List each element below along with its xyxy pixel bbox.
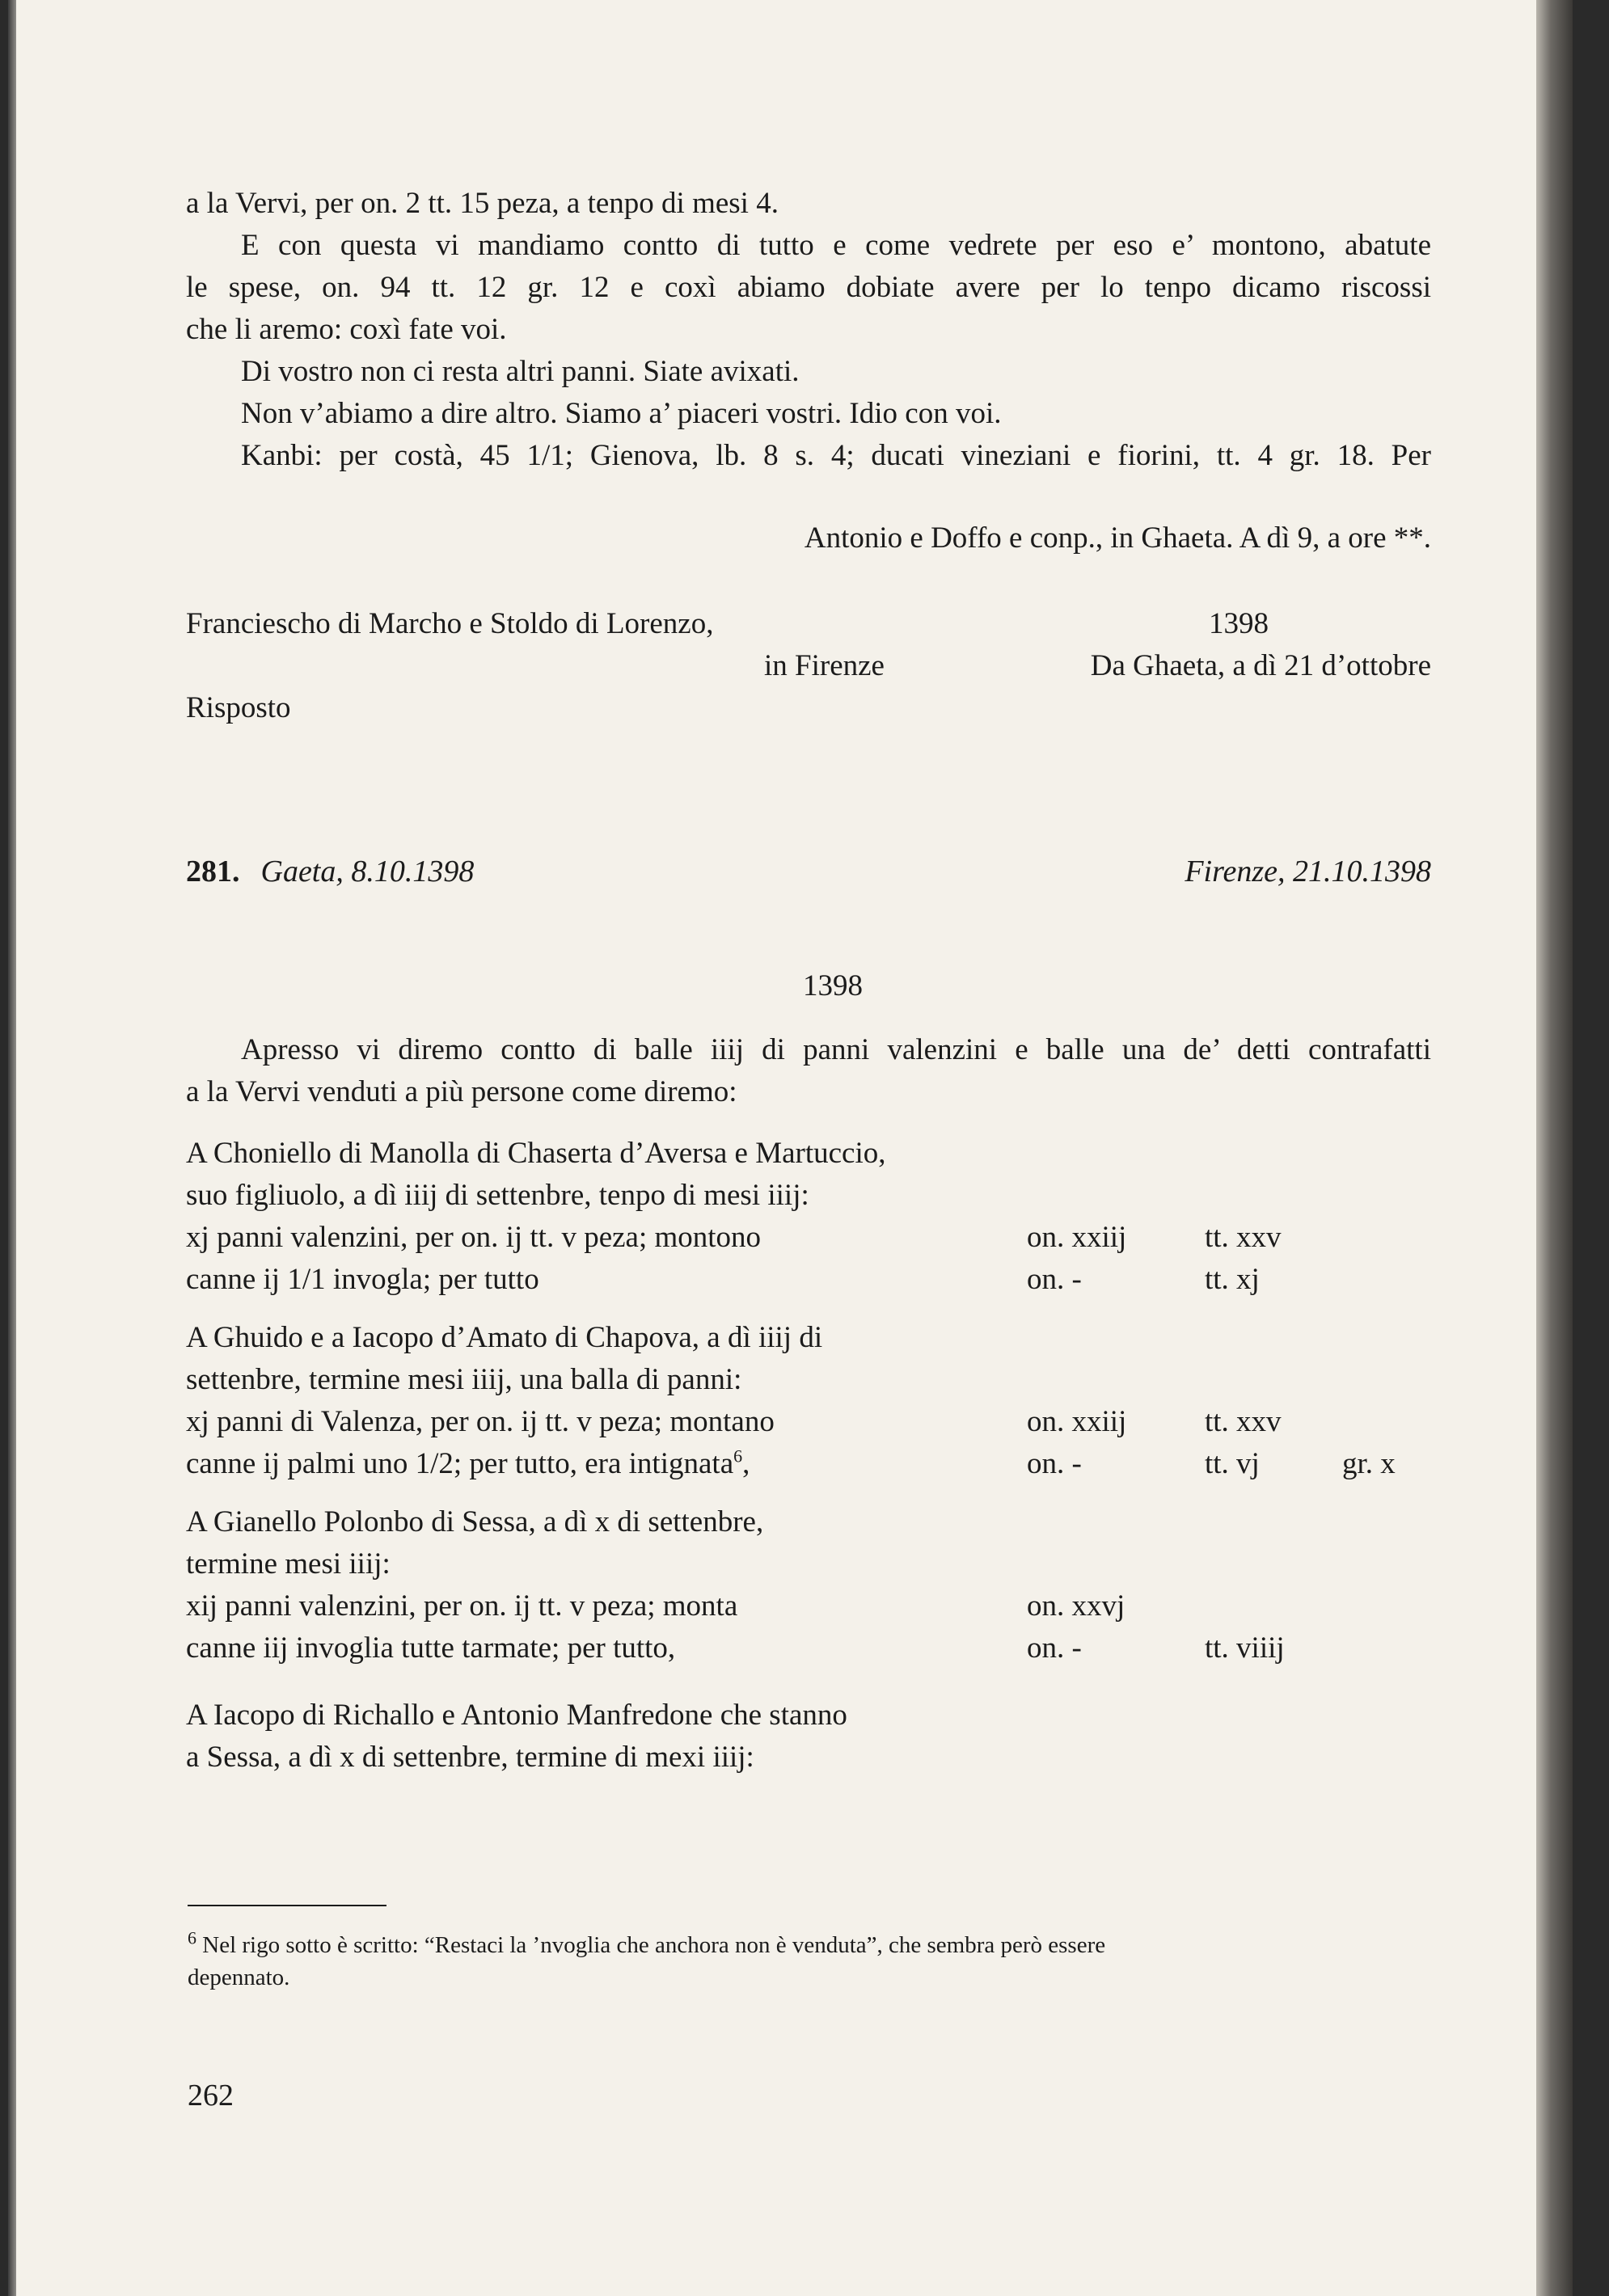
entry-once: on. xxiij: [1027, 1405, 1127, 1438]
reply-note: Risposto: [186, 691, 291, 724]
entry-desc: xj panni valenzini, per on. ij tt. v peza; montono: [186, 1221, 762, 1254]
account-entry: [186, 1501, 1431, 1669]
entry-tari: tt. xxv: [1205, 1221, 1282, 1254]
letter-281-intro: [186, 1029, 1431, 1113]
address-row-1: [186, 603, 1431, 645]
entry-tari: [1205, 1585, 1342, 1627]
body-line: che li aremo: coxì fate voi.: [186, 313, 507, 346]
footnote-text: Nel rigo sotto è scritto: “Restaci la ’nvoglia che anchora non è venduta”, che sembra però essere: [196, 1932, 1106, 1958]
entry-head-line: settenbre, termine mesi iiij, una balla di panni:: [186, 1363, 742, 1396]
signature-line: Antonio e Doffo e conp., in Ghaeta. A dì 9, a ore **.: [804, 521, 1431, 555]
letter-280-tail: [186, 183, 1431, 477]
entry-once: on. xxiij: [1027, 1221, 1127, 1254]
page-number: 262: [188, 2079, 234, 2112]
footnote-rule: [188, 1905, 386, 1906]
entry-desc: canne ij 1/1 invogla; per tutto: [186, 1263, 539, 1296]
entry-once: on. xxvj: [1027, 1589, 1125, 1623]
entry-desc: canne iij invoglia tutte tarmate; per tutto,: [186, 1631, 676, 1665]
account-entry: [186, 1695, 1431, 1779]
account-entry: [186, 1317, 1431, 1485]
body-line: a la Vervi, per on. 2 tt. 15 peza, a tenpo di mesi 4.: [186, 187, 779, 220]
entry-row: [186, 1443, 1431, 1485]
origin-date: Gaeta, 8.10.1398: [260, 855, 475, 888]
entry-tari: tt. xj: [1205, 1263, 1260, 1296]
page-left-edge: [8, 0, 16, 2296]
entry-head-line: A Iacopo di Richallo e Antonio Manfredone che stanno: [186, 1699, 847, 1732]
signature: [186, 517, 1431, 559]
entry-desc: canne ij palmi uno 1/2; per tutto, era intignata: [186, 1447, 734, 1480]
entry-head-line: a Sessa, a dì x di settenbre, termine di mexi iiij:: [186, 1741, 754, 1774]
address-block: [186, 603, 1431, 729]
entry-desc: xij panni valenzini, per on. ij tt. v peza; monta: [186, 1589, 738, 1623]
entry-once: on. -: [1027, 1631, 1082, 1665]
book-spine-shadow: [1536, 0, 1573, 2296]
entry-head-line: A Choniello di Manolla di Chaserta d’Aversa e Martuccio,: [186, 1137, 886, 1170]
entry-head-line: A Ghuido e a Iacopo d’Amato di Chapova, a dì iiij di: [186, 1321, 823, 1354]
body-line: Apresso vi diremo contto di balle iiij di panni valenzini e balle una de’ detti contrafatti: [241, 1033, 1431, 1066]
entry-once: on. -: [1027, 1263, 1082, 1296]
body-line: le spese, on. 94 tt. 12 gr. 12 e coxì abiamo dobiate avere per lo tenpo dicamo riscossi: [186, 271, 1431, 304]
entry-head-line: termine mesi iiij:: [186, 1547, 391, 1581]
letter-year: [186, 965, 1431, 1007]
letter-number: 281.: [186, 855, 240, 888]
entry-desc-wrap: [186, 1443, 1027, 1485]
year-line: 1398: [803, 969, 863, 1002]
entry-tari: tt. viiij: [1205, 1631, 1285, 1665]
footnote-ref[interactable]: 6: [733, 1446, 743, 1467]
footnote-line-2: depennato.: [188, 1965, 290, 1990]
body-line: Non v’abiamo a dire altro. Siamo a’ piaceri vostri. Idio con voi.: [241, 397, 1002, 430]
book-page: [8, 0, 1573, 2296]
entry-head-line: A Gianello Polonbo di Sessa, a dì x di settenbre,: [186, 1505, 764, 1538]
address-year: 1398: [1209, 607, 1269, 640]
address-recipient: Franciescho di Marcho e Stoldo di Lorenzo,: [186, 607, 714, 640]
account-entry: [186, 1133, 1431, 1301]
letter-281-heading: [186, 854, 1431, 889]
footnote-line-1: [188, 1929, 1433, 1961]
address-date: Da Ghaeta, a dì 21 d’ottobre: [1090, 649, 1431, 682]
entry-row: [186, 1217, 1431, 1259]
footnote: [188, 1929, 1433, 1994]
footnote-mark: 6: [188, 1927, 196, 1948]
body-line: E con questa vi mandiamo contto di tutto e come vedrete per eso e’ montono, abatute: [241, 229, 1431, 262]
address-row-2: [186, 645, 1431, 687]
entry-row: [186, 1585, 1431, 1627]
entry-once: on. -: [1027, 1447, 1082, 1480]
entry-desc-end: ,: [742, 1447, 750, 1480]
body-line: a la Vervi venduti a più persone come diremo:: [186, 1075, 737, 1108]
body-line: Di vostro non ci resta altri panni. Siate avixati.: [241, 355, 800, 388]
entry-head-line: suo figliuolo, a dì iiij di settenbre, tenpo di mesi iiij:: [186, 1179, 809, 1212]
entry-tari: tt. vj: [1205, 1447, 1260, 1480]
entry-grani: gr. x: [1342, 1447, 1396, 1480]
entry-row: [186, 1627, 1431, 1669]
entry-desc: xj panni di Valenza, per on. ij tt. v peza; montano: [186, 1405, 775, 1438]
entry-row: [186, 1259, 1431, 1301]
address-place: in Firenze: [764, 649, 885, 682]
body-line: Kanbi: per costà, 45 1/1; Gienova, lb. 8 s. 4; ducati vineziani e fiorini, tt. 4 gr. 18. Per: [241, 439, 1431, 472]
destination-date: Firenze, 21.10.1398: [1185, 855, 1431, 888]
entry-tari: tt. xxv: [1205, 1405, 1282, 1438]
entry-row: [186, 1401, 1431, 1443]
